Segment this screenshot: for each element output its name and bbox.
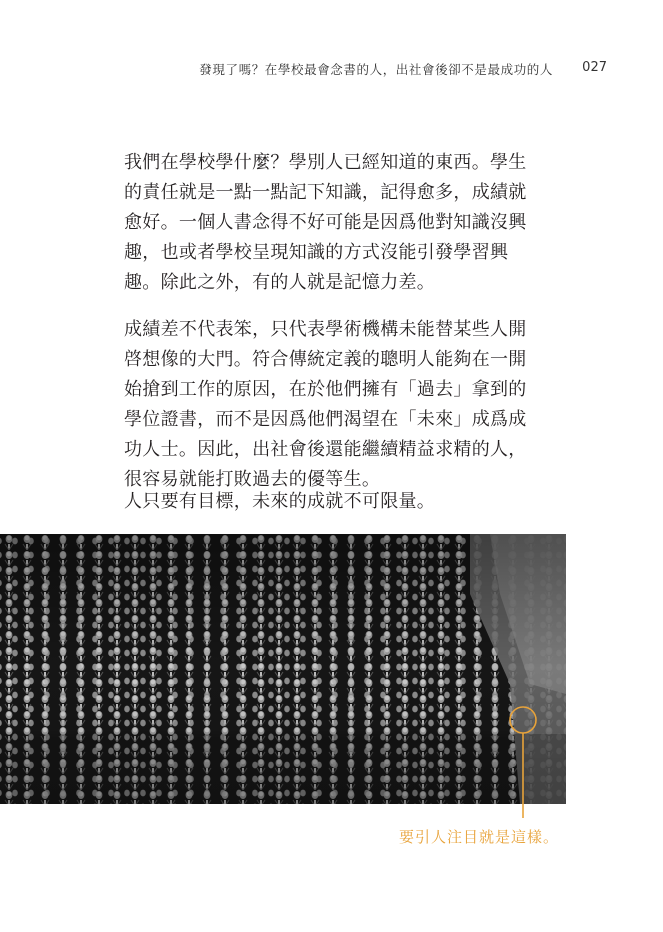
page-number: 027: [582, 60, 607, 75]
body-paragraph-2: 成績差不代表笨，只代表學術機構未能替某些人開啓想像的大門。符合傳統定義的聰明人能夠在一開始搶到工作的原因，在於他們擁有「過去」拿到的學位證書，而不是因爲他們渴望在「未來」成爲成功人士。因此，出社會後還能繼續精益求精的人，很容易就能打敗過去的優等生。: [124, 319, 527, 490]
running-head: 發現了嗎？在學校最會念書的人，出社會後卻不是最成功的人: [199, 62, 553, 77]
school-group-photo: [0, 534, 566, 804]
body-paragraph-3: 人只要有目標，未來的成就不可限量。: [124, 491, 436, 512]
photo-caption: 要引人注目就是這樣。: [398, 828, 559, 846]
body-paragraph-1: 我們在學校學什麼？學別人已經知道的東西。學生的責任就是一點一點記下知識，記得愈多，成績就愈好。一個人書念得不好可能是因爲他對知識沒興趣，也或者學校呈現知識的方式沒能引發學習興趣。除此之外，有的人就是記憶力差。: [124, 152, 527, 293]
